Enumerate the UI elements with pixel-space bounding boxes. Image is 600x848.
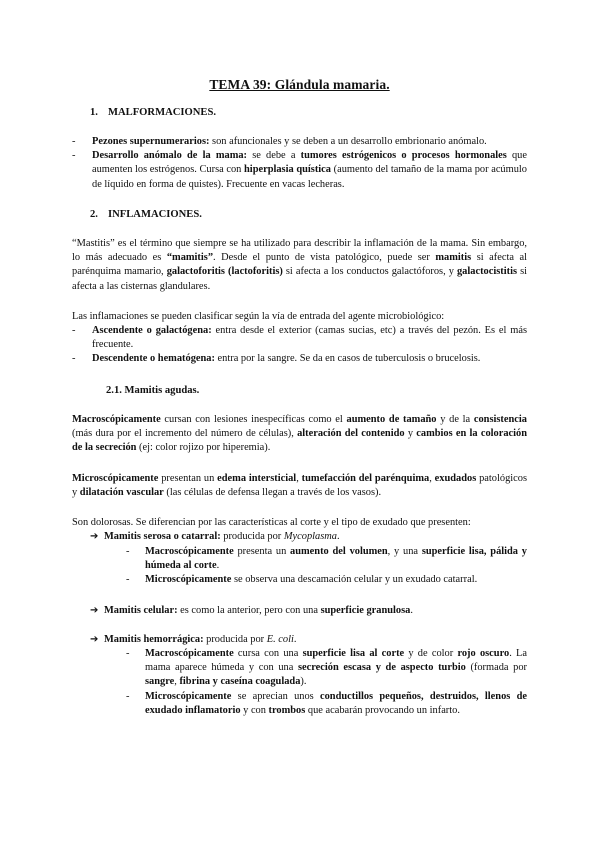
macroscopic-paragraph: Macroscópicamente cursan con lesiones inespecíficas como el aumento de tamaño y de la consistencia (más dura por el incremento del número de células), alteración del contenido y cambios en la coloración de la secreción (ej: color rojizo por hiperemia).: [72, 414, 527, 454]
list-item: - Ascendente o galactógena: entra desde el exterior (camas sucias, etc) a través del pezón. Es el más frecuente.: [72, 325, 528, 351]
page-title: TEMA 39: Glándula mamaria.: [209, 77, 390, 92]
clasificacion-intro: Las inflamaciones se pueden clasificar según la vía de entrada del agente microbiológico:: [72, 311, 445, 322]
arrow-icon: ➔: [90, 605, 99, 616]
section-heading-malformaciones: 1. MALFORMACIONES.: [90, 107, 216, 118]
list-item: - Microscópicamente se aprecian unos conductillos pequeños, destruidos, llenos de exudado inflamatorio y con trombos que acabarán provocando un infarto.: [126, 690, 527, 716]
mamitis-hemorragica-details: [126, 647, 527, 718]
list-item: - Macroscópicamente presenta un aumento del volumen, y una superficie lisa, pálida y húmeda al corte.: [126, 546, 527, 572]
mastitis-paragraph: “Mastitis” es el término que siempre se ha utilizado para describir la inflamación de la mama. Sin embargo, lo más adecuado es “mamitis”. Desde el punto de vista patológico, puede ser mamitis si afecta al parénquima mamario, galactoforitis (lactoforitis) si afecta a los conductos galactóforos, y galactocistitis si afecta a las cisternas glandulares.: [72, 238, 527, 292]
list-item: - Pezones supernumerarios: son afuncionales y se deben a un desarrollo embrionario anómalo.: [72, 136, 487, 147]
arrow-icon: ➔: [90, 531, 99, 542]
list-item: ➔ Mamitis hemorrágica: producida por E. coli.: [90, 633, 527, 647]
clasificacion-list: [72, 324, 527, 367]
list-item: ➔ Mamitis serosa o catarral: producida por Mycoplasma.: [90, 530, 527, 544]
mamitis-serosa: [90, 530, 527, 544]
mamitis-hemorragica: [90, 633, 527, 647]
mamitis-celular: [90, 604, 527, 618]
list-item: - Microscópicamente se observa una descamación celular y un exudado catarral.: [126, 574, 478, 586]
list-item: - Desarrollo anómalo de la mama: se debe a tumores estrógenicos o procesos hormonales que aumenten los estrógenos. Cursa con hiperplasia quística (aumento del tamaño de la mama por acúmulo de líquido en forma de quistes). Frecuente en vacas lecheras.: [72, 150, 527, 190]
subsection-heading-mamitis-agudas: 2.1. Mamitis agudas.: [106, 385, 200, 396]
dolorosas-paragraph: Son dolorosas. Se diferencian por las características al corte y el tipo de exudado que presenten:: [72, 517, 471, 528]
list-item: - Macroscópicamente cursa con una superficie lisa al corte y de color rojo oscuro. La mama aparece húmeda y con una secreción escasa y de aspecto turbio (formada por sangre, fibrina y caseína coagulada).: [126, 648, 528, 688]
arrow-icon: ➔: [90, 634, 99, 645]
mamitis-serosa-details: [126, 545, 527, 588]
section-heading-inflamaciones: 2. INFLAMACIONES.: [90, 209, 202, 220]
list-item: ➔ Mamitis celular: es como la anterior, pero con una superficie granulosa.: [90, 604, 527, 618]
list-item: - Descendente o hematógena: entra por la sangre. Se da en casos de tuberculosis o brucelosis.: [72, 353, 481, 365]
microscopic-paragraph: Microscópicamente presentan un edema intersticial, tumefacción del parénquima, exudados patológicos y dilatación vascular (las células de defensa llegan a través de los vasos).: [72, 473, 527, 499]
malformaciones-list: [72, 135, 527, 192]
